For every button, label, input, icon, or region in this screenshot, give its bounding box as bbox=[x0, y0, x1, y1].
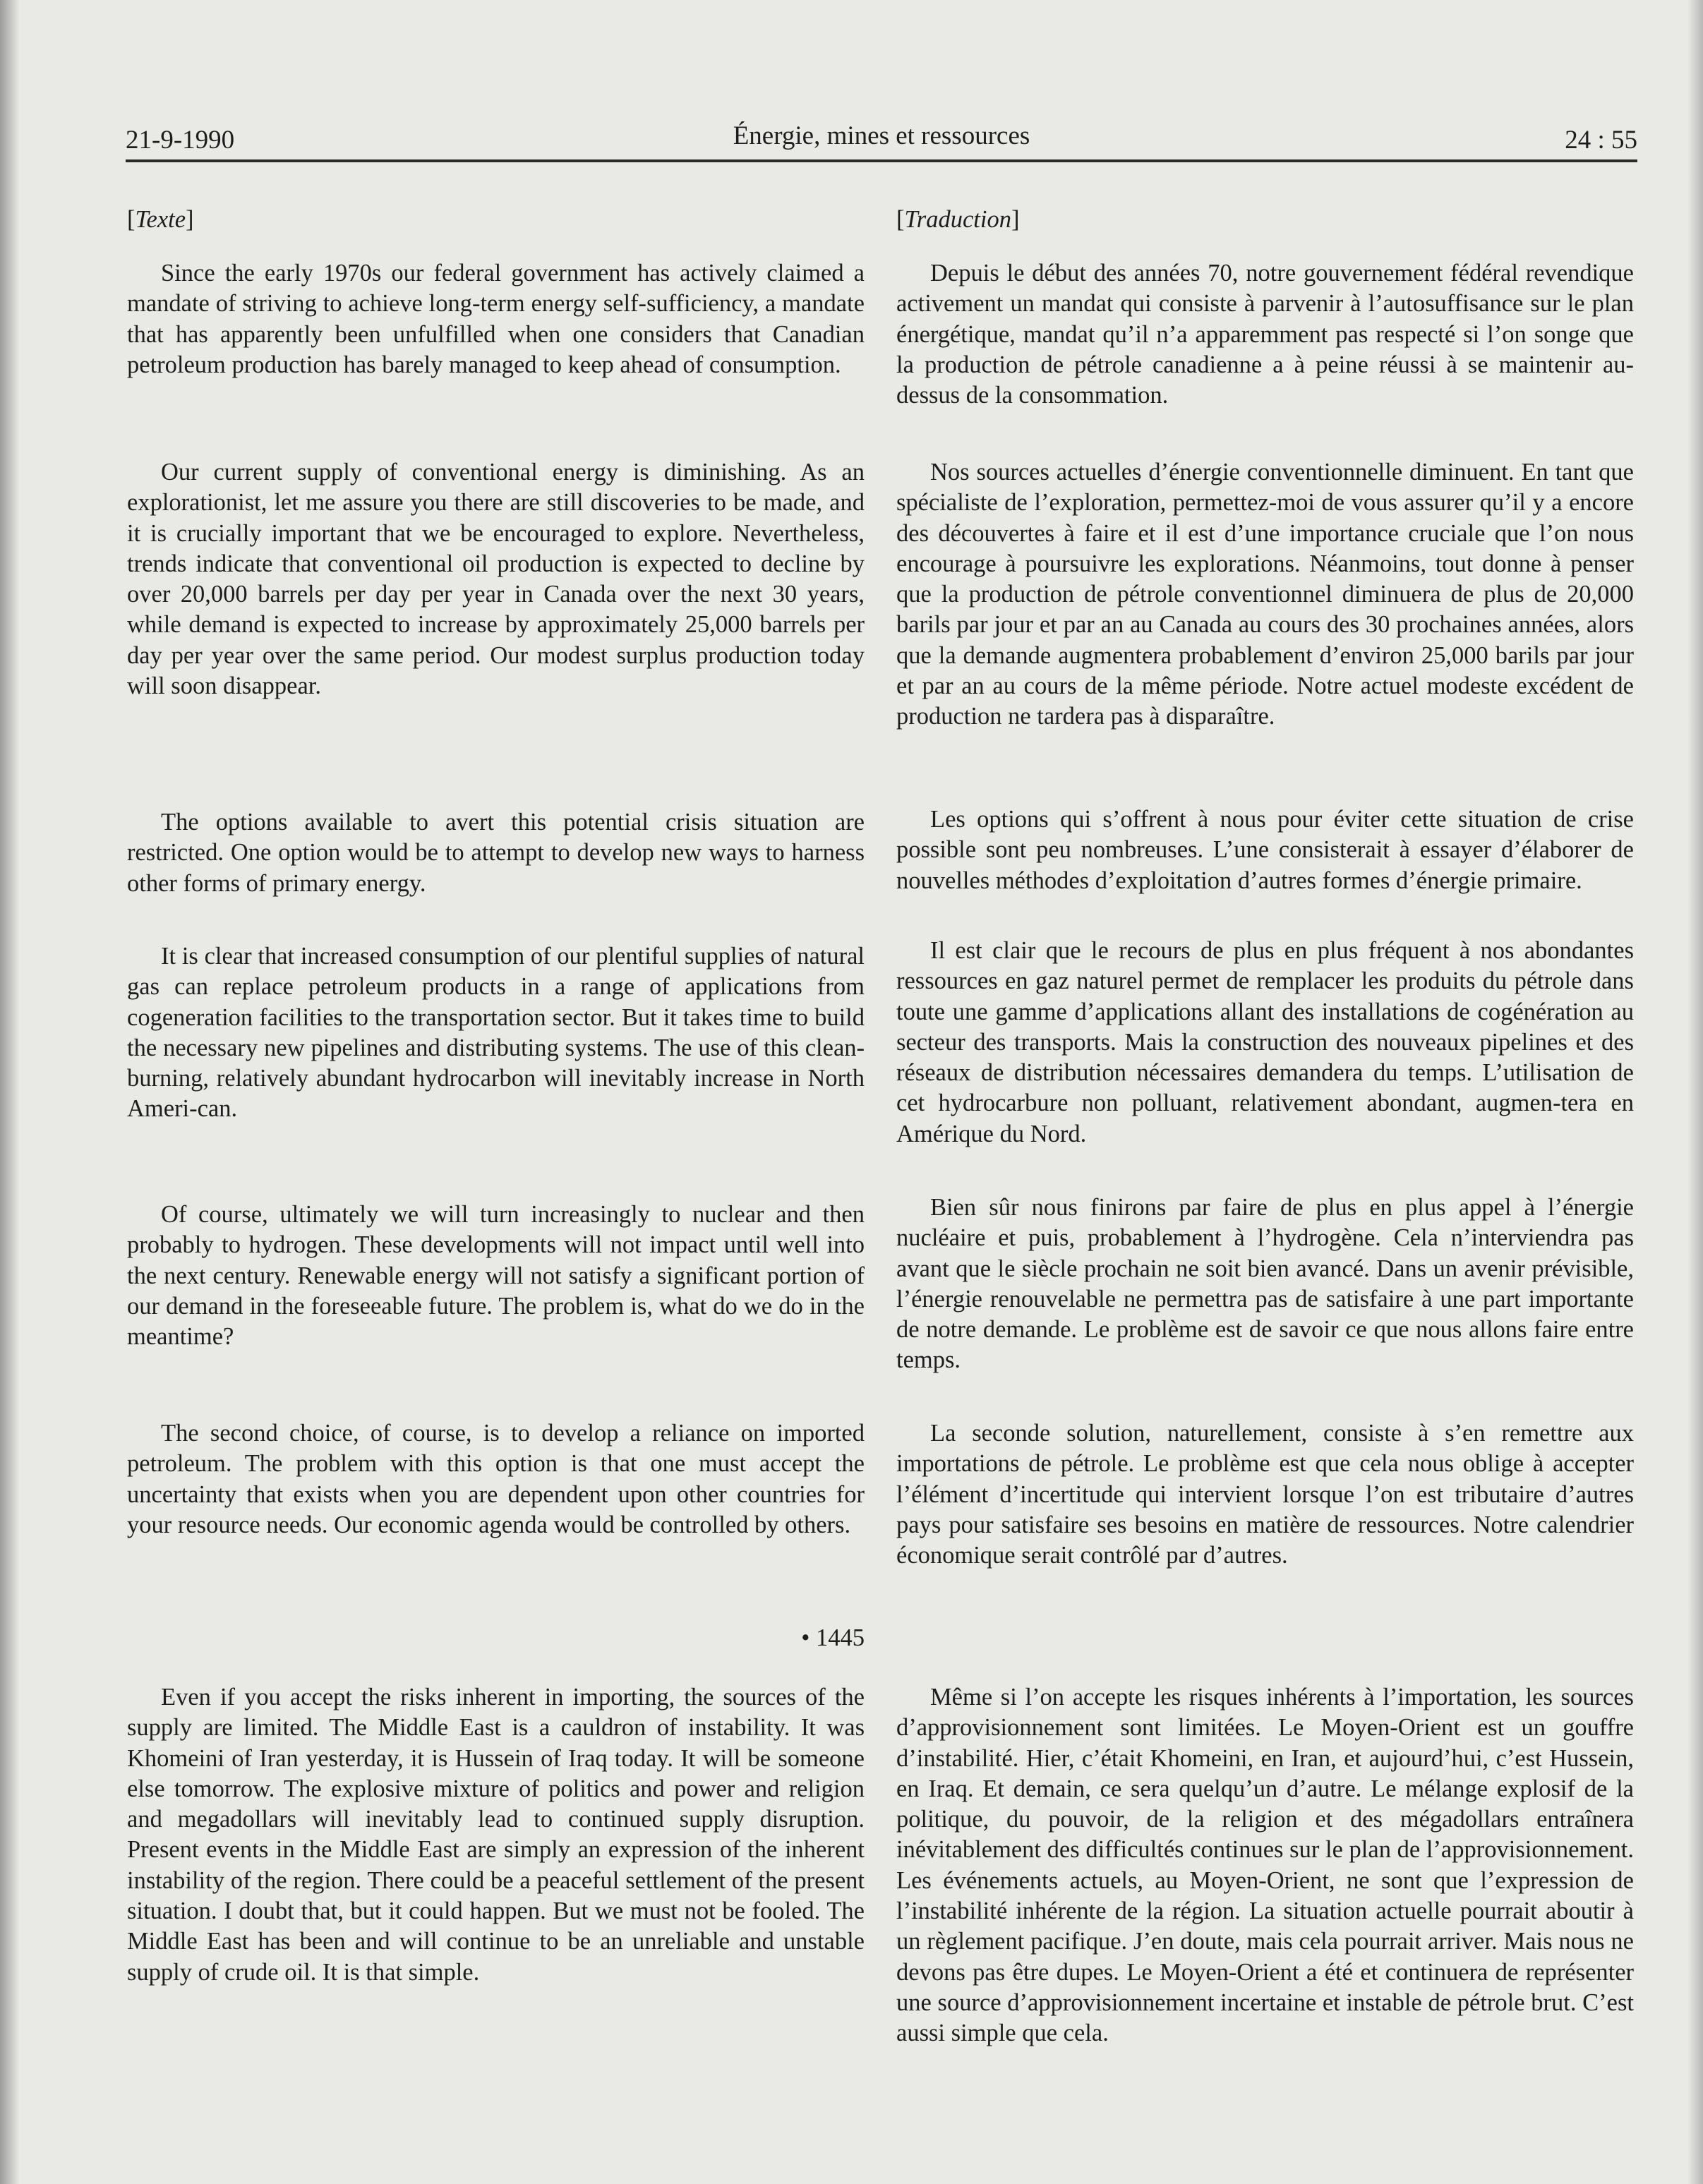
time-marker: • 1445 bbox=[801, 1624, 865, 1651]
page-edge-shadow-right bbox=[1687, 0, 1703, 2184]
page-edge-shadow-left bbox=[0, 0, 20, 2184]
french-column bbox=[896, 205, 1634, 2047]
paragraph: Il est clair que le recours de plus en plus fréquent à nos abondantes ressources en gaz naturel permet de remplacer les produits du pétrole dans toute une gamme d’applications allant des installations de cogénération au secteur des transports. Mais la construction des nouveaux pipelines et des réseaux de distribution nécessaires demandera du temps. L’utilisation de cet hydrocarbure non polluant, relativement abondant, augmen-tera en Amérique du Nord. bbox=[896, 937, 1634, 1147]
header-title: Énergie, mines et ressources bbox=[733, 121, 1030, 150]
header-page-number: 24 : 55 bbox=[1565, 126, 1637, 155]
paragraph: Les options qui s’offrent à nous pour éviter cette situation de crise possible sont peu nombreuses. L’une consisterait à essayer d’élaborer de nouvelles méthodes d’exploitation d’autres formes d’énergie primaire. bbox=[896, 806, 1634, 894]
paragraph: Since the early 1970s our federal government has actively claimed a mandate of striving to achieve long-term energy self-sufficiency, a mandate that has apparently been unfulfilled when one considers that Canadian petroleum production has barely managed to keep ahead of consumption. bbox=[127, 260, 865, 378]
paragraph: Même si l’on accepte les risques inhérents à l’importation, les sources d’approvisionnement sont limitées. Le Moyen-Orient est un gouffre d’instabilité. Hier, c’était Khomeini, en Iran, et aujourd’hui, c’est Hussein, en Iraq. Et demain, ce sera quelqu’un d’autre. Le mélange explosif de la politique, du pouvoir, de la religion et des mégadollars entraînera inévitablement des difficultés continues sur le plan de l’approvisionnement. Les événements actuels, au Moyen-Orient, ne sont que l’expression de l’instabilité inhérente de la région. La situation actuelle pourrait aboutir à un règlement pacifique. J’en doute, mais cela pourrait arriver. Mais nous ne devons pas être dupes. Le Moyen-Orient a été et continuera de représenter une source d’approvisionnement incertaine et instable de pétrole brut. C’est aussi simple que cela. bbox=[896, 1684, 1634, 2047]
paragraph: It is clear that increased consumption of our plentiful supplies of natural gas can replace petroleum products in a range of applications from cogeneration facilities to the transportation sector. But it takes time to build the necessary new pipelines and distributing systems. The use of this clean-burning, relatively abundant hydrocarbon will inevitably increase in North Ameri-can. bbox=[127, 943, 865, 1123]
paragraph: Bien sûr nous finirons par faire de plus en plus appel à l’énergie nucléaire et puis, probablement à l’hydrogène. Cela n’interviendra pas avant que le siècle prochain ne soit bien avancé. Dans un avenir prévisible, l’énergie renouvelable ne permettra pas de satisfaire à une part importante de notre demande. Le problème est de savoir ce que nous allons faire entre temps. bbox=[896, 1194, 1634, 1374]
running-header bbox=[126, 119, 1637, 162]
paragraph: The second choice, of course, is to develop a reliance on imported petroleum. The problem with this option is that one must accept the uncertainty that exists when you are dependent upon other countries for your resource needs. Our economic agenda would be controlled by others. bbox=[127, 1420, 865, 1538]
paragraph: La seconde solution, naturellement, consiste à s’en remettre aux importations de pétrole. Le problème est que cela nous oblige à accepter l’élément d’incertitude qui intervient lorsque l’on est tributaire d’autres pays pour satisfaire ses besoins en matière de ressources. Notre calendrier économique serait contrôlé par d’autres. bbox=[896, 1420, 1634, 1569]
header-date: 21-9-1990 bbox=[126, 126, 235, 155]
paragraph: Nos sources actuelles d’énergie conventionnelle diminuent. En tant que spécialiste de l’exploration, permettez-moi de vous assurer qu’il y a encore des découvertes à faire et il est d’une importance cruciale que l’on nous encourage à poursuivre les explorations. Néanmoins, tout donne à penser que la production de pétrole conventionnel diminuera de plus de 20,000 barils par jour et par an au Canada au cours des 30 prochaines années, alors que la demande augmentera probablement d’environ 25,000 barils par jour et par an au cours de la même période. Notre actuel modeste excédent de production ne tardera pas à disparaître. bbox=[896, 459, 1634, 730]
section-label-traduction: [Traduction] bbox=[896, 206, 1020, 233]
paragraph: The options available to avert this potential crisis situation are restricted. One option would be to attempt to develop new ways to harness other forms of primary energy. bbox=[127, 809, 865, 897]
english-column bbox=[127, 205, 865, 1986]
paragraph: Even if you accept the risks inherent in importing, the sources of the supply are limited. The Middle East is a cauldron of instability. It was Khomeini of Iran yesterday, it is Hussein of Iraq today. It will be someone else tomorrow. The explosive mixture of politics and power and religion and megadollars will inevitably lead to continued supply disruption. Present events in the Middle East are simply an expression of the inherent instability of the region. There could be a peaceful settlement of the present situation. I doubt that, but it could happen. But we must not be fooled. The Middle East has been and will continue to be an unreliable and unstable supply of crude oil. It is that simple. bbox=[127, 1684, 865, 1986]
section-label-texte: [Texte] bbox=[127, 206, 194, 233]
paragraph: Depuis le début des années 70, notre gouvernement fédéral revendique activement un mandat qui consiste à parvenir à l’autosuffisance sur le plan énergétique, mandat qu’il n’a apparemment pas respecté si l’on songe que la production de pétrole canadienne a à peine réussi à se maintenir au-dessus de la consommation. bbox=[896, 260, 1634, 409]
paragraph: Of course, ultimately we will turn increasingly to nuclear and then probably to hydrogen. These developments will not impact until well into the next century. Renewable energy will not satisfy a significant portion of our demand in the foreseeable future. The problem is, what do we do in the meantime? bbox=[127, 1201, 865, 1351]
paragraph: Our current supply of conventional energy is diminishing. As an explorationist, let me assure you there are still discoveries to be made, and it is crucially important that we be encouraged to explore. Nevertheless, trends indicate that conventional oil production is expected to decline by over 20,000 barrels per day per year in Canada over the next 30 years, while demand is expected to increase by approximately 25,000 barrels per day per year over the same period. Our modest surplus production today will soon disappear. bbox=[127, 459, 865, 700]
